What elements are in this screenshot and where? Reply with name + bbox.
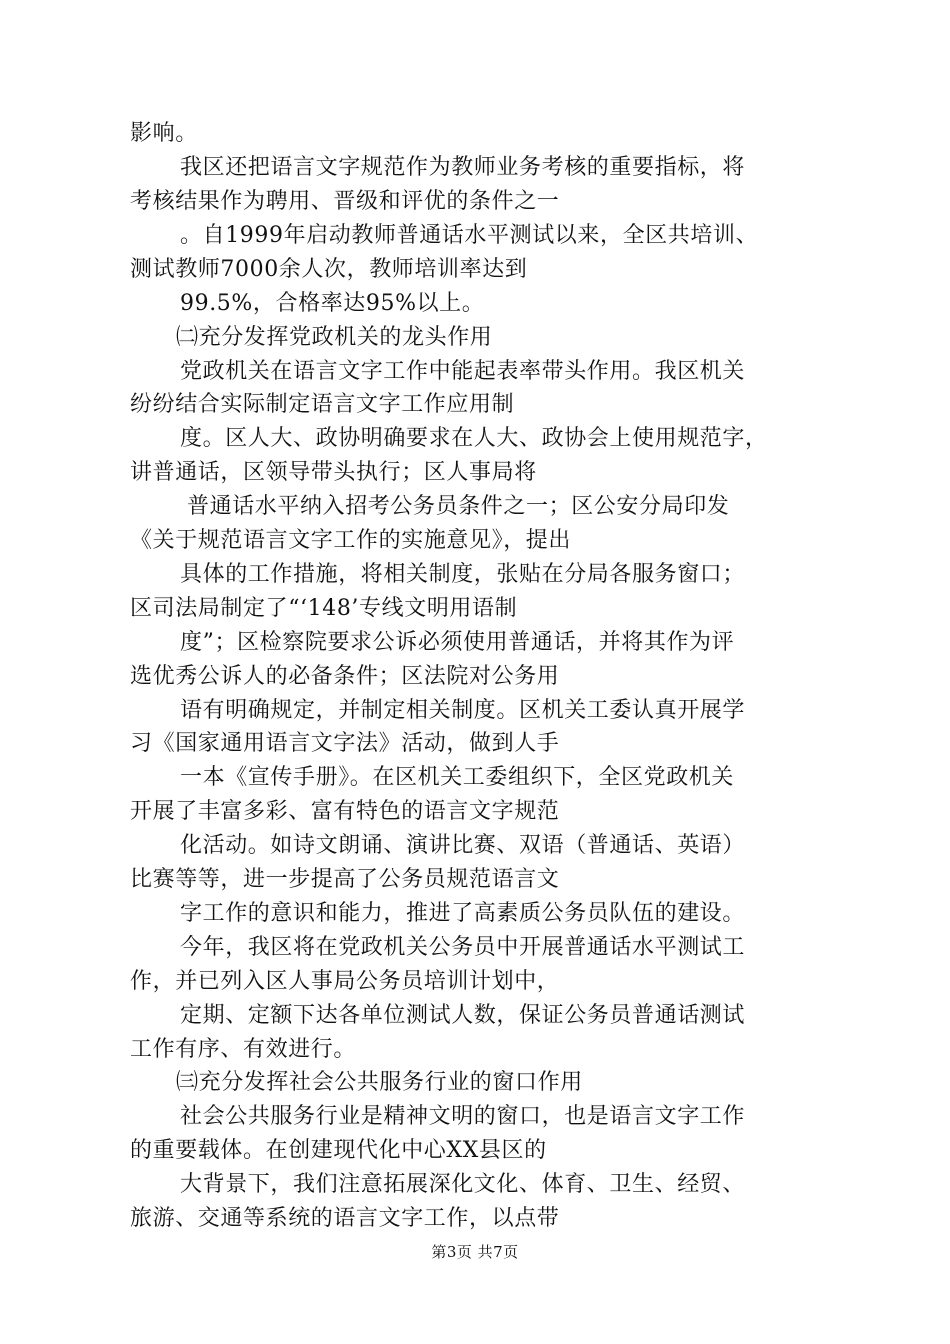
text-line: 度。区人大、政协明确要求在人大、政协会上使用规范字，: [180, 426, 768, 452]
text-line: 。自1999年启动教师普通话水平测试以来，全区共培训、: [180, 222, 759, 248]
text-line: 字工作的意识和能力，推进了高素质公务员队伍的建设。: [180, 900, 746, 926]
text-line: 《关于规范语言文字工作的实施意见》，提出: [130, 528, 572, 553]
text-line: 测试教师7000余人次，教师培训率达到: [130, 256, 528, 282]
text-line: 我区还把语言文字规范作为教师业务考核的重要指标，将: [180, 155, 746, 181]
text-line: 普通话水平纳入招考公务员条件之一；区公安分局印发: [187, 494, 730, 520]
section-heading: ㈢充分发挥社会公共服务行业的窗口作用: [176, 1070, 583, 1096]
text-line: 大背景下，我们注意拓展深化文化、体育、卫生、经贸、: [180, 1172, 746, 1198]
text-line: 具体的工作措施，将相关制度，张贴在分局各服务窗口；: [180, 561, 746, 587]
text-line: 99.5%，合格率达95%以上。: [180, 290, 485, 316]
text-line: 今年，我区将在党政机关公务员中开展普通话水平测试工: [180, 934, 746, 960]
text-line: 定期、定额下达各单位测试人数，保证公务员普通话测试: [180, 1002, 746, 1028]
section-heading: ㈡充分发挥党政机关的龙头作用: [176, 324, 493, 350]
text-line: 社会公共服务行业是精神文明的窗口，也是语言文字工作: [180, 1104, 746, 1130]
text-line: 的重要载体。在创建现代化中心XX县区的: [130, 1138, 547, 1164]
text-line: 度”；区检察院要求公诉必须使用普通话，并将其作为评: [180, 629, 735, 655]
text-line: 旅游、交通等系统的语言文字工作，以点带: [130, 1206, 560, 1231]
text-line: 讲普通话，区领导带头执行；区人事局将: [130, 460, 537, 486]
text-line: 党政机关在语言文字工作中能起表率带头作用。我区机关: [180, 358, 746, 384]
text-line: 选优秀公诉人的必备条件；区法院对公务用: [130, 663, 560, 689]
text-line: 区司法局制定了“‘148’专线文明用语制: [130, 595, 518, 621]
text-line: 化活动。如诗文朗诵、演讲比赛、双语（普通话、英语）: [180, 833, 746, 859]
text-line: 考核结果作为聘用、晋级和评优的条件之一: [130, 189, 560, 214]
text-line: 习《国家通用语言文字法》活动，做到人手: [130, 731, 560, 757]
text-line: 比赛等等，进一步提高了公务员规范语言文: [130, 867, 560, 892]
text-line: 影响。: [130, 121, 198, 147]
text-line: 作，并已列入区人事局公务员培训计划中，: [130, 968, 560, 994]
text-line: 纷纷结合实际制定语言文字工作应用制: [130, 392, 515, 418]
text-line: 工作有序、有效进行。: [130, 1036, 357, 1062]
text-line: 一本《宣传手册》。在区机关工委组织下，全区党政机关: [180, 765, 735, 791]
text-line: 语有明确规定，并制定相关制度。区机关工委认真开展学: [180, 697, 746, 723]
page-number-footer: 第3页 共7页: [431, 1243, 519, 1261]
text-line: 开展了丰富多彩、富有特色的语言文字规范: [130, 799, 560, 825]
